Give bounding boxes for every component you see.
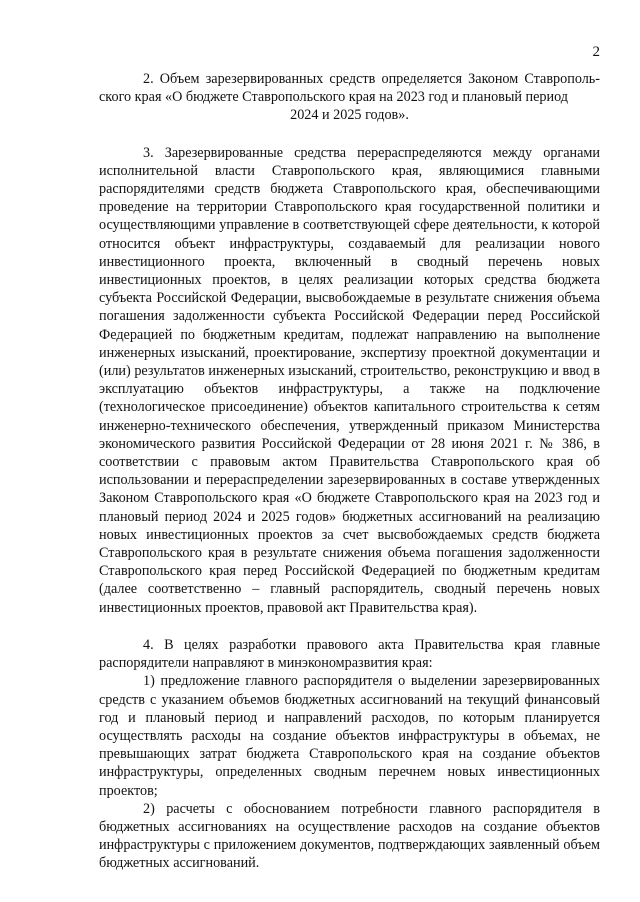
document-body: [99, 70, 600, 873]
paragraph-4: 4. В целях разработки правового акта Правительства края главные распорядители направляют в минэкономразвития края:: [99, 636, 600, 672]
paragraph-4-item-2: 2) расчеты с обоснованием потребности главного распорядителя в бюджетных ассигнованиях на осуществление расходов на создание объектов инфраструктуры с приложением документов, подтверждающих заявленный объем бюджетных ассигнований.: [99, 800, 600, 872]
paragraph-gap: [99, 617, 600, 636]
paragraph-gap: [99, 125, 600, 144]
page-number: 2: [592, 44, 600, 60]
paragraph-4-item-1: 1) предложение главного распорядителя о выделении зарезервированных средств с указанием объемов бюджетных ассигнований на текущий финансовый год и плановый период и направлений расходов, по которым планируется осуществлять расходы на создание объектов инфраструктуры в объемах, не превышающих затрат бюджета Ставропольского края на создание объектов инфраструктуры, определенных сводным перечнем новых инвестиционных проектов;: [99, 673, 600, 799]
paragraph-3: 3. Зарезервированные средства перераспределяются между органами исполнительной власти Ставропольского края, являющимися главными распорядителями средств бюджета Ставропольского края, обеспечивающими проведение на территории Ставропольского края государственной политики и осуществляющими управление в соответствующей сфере деятельности, к которой относится объект инфраструктуры, создаваемый для реализации нового инвестиционного проекта, включенный в сводный перечень новых инвестиционных проектов, в целях реализации которых средства бюджета субъекта Российской Федерации, высвобождаемые в результате снижения объема погашения задолженности субъекта Российской Федерации перед Российской Федерацией по бюджетным кредитам, подлежат направлению на выполнение инженерных изысканий, проектирование, экспертизу проектной документации и (или) результатов инженерных изысканий, строительство, реконструкцию и ввод в эксплуатацию объектов инфраструктуры, а также на подключение (технологическое присоединение) объектов капитального строительства к сетям инженерно-технического обеспечения, утвержденный приказом Министерства экономического развития Российской Федерации от 28 июня 2021 г. № 386, в соответствии с правовым актом Правительства Ставропольского края об использовании и перераспределении зарезервированных в составе утвержденных Законом Ставропольского края «О бюджете Ставропольского края на 2023 год и плановый период 2024 и 2025 годов» бюджетных ассигнований на реализацию новых инвестиционных проектов за счет высвобождаемых средств бюджета Ставропольского края в результате снижения объема погашения задолженности Ставропольского края перед Российской Федерацией по бюджетным кредитам (далее соответственно – главный распорядитель, сводный перечень новых инвестиционных проектов, правовой акт Правительства края).: [99, 144, 600, 616]
paragraph-2: 2. Объем зарезервированных средств определяется Законом Ставрополь-ского края «О бюджете Ставропольского края на 2023 год и плановый период: [99, 71, 600, 106]
paragraph-2-end: 2024 и 2025 годов».: [290, 107, 409, 124]
